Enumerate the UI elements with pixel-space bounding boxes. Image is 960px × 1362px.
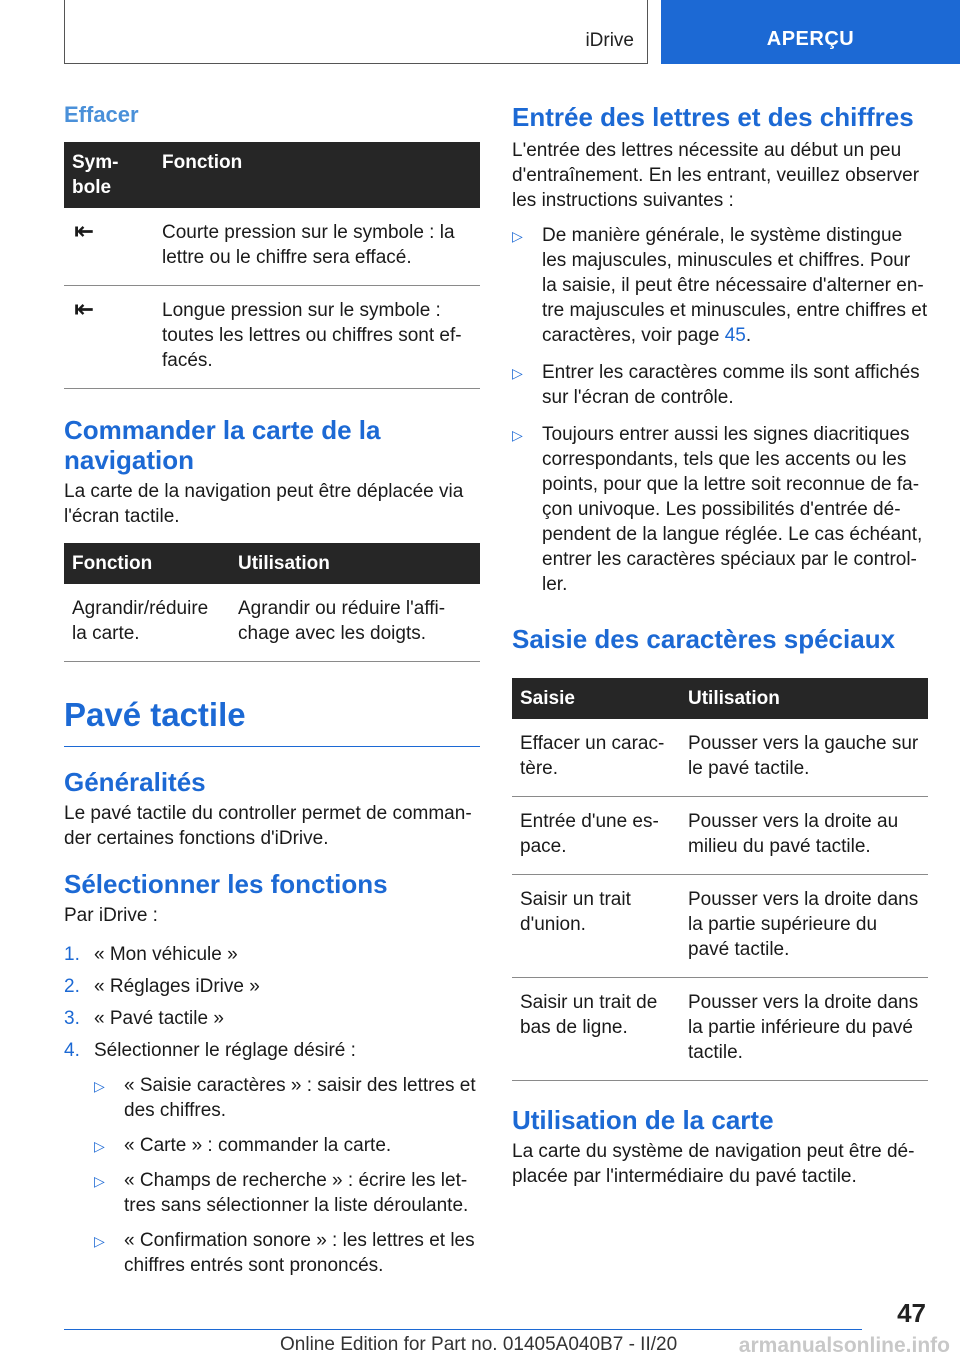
triangle-right-icon: ▷ <box>94 1173 105 1189</box>
footer-divider <box>64 1329 862 1330</box>
triangle-right-icon: ▷ <box>94 1078 105 1094</box>
step-text: « Réglages iDrive » <box>94 976 260 997</box>
entree-bullets <box>512 223 928 597</box>
table-header: Fonction <box>64 543 230 584</box>
bullet-text: . <box>745 325 752 346</box>
bullet-text: « Confirmation sonore » : les lettres et les chiffres entrés sont prononcés. <box>124 1230 475 1276</box>
table-row <box>64 584 480 662</box>
table-cell: Longue pression sur le symbole : toutes les lettres ou chiffres sont ef-facés. <box>154 286 480 389</box>
table-cell: Pousser vers la droite dans la partie inférieure du pavé tactile. <box>680 978 928 1081</box>
list-item <box>94 1168 480 1218</box>
util-text: La carte du système de navigation peut être dé-placée par l'intermédiaire du pavé tactile. <box>512 1141 915 1187</box>
triangle-right-icon: ▷ <box>512 427 523 443</box>
table-header: Sym- bole <box>64 142 154 208</box>
nav-table <box>64 543 480 662</box>
step-number: 3. <box>64 1008 80 1029</box>
table-row <box>512 797 928 875</box>
table-cell: Agrandir/réduire la carte. <box>64 584 230 662</box>
select-heading: Sélectionner les fonctions <box>64 869 388 899</box>
step-number: 1. <box>64 944 80 965</box>
bullet-text: « Saisie caractères » : saisir des lettres et des chiffres. <box>124 1075 476 1121</box>
table-cell: Agrandir ou réduire l'affi-chage avec les doigts. <box>230 584 480 662</box>
list-item <box>64 1038 480 1278</box>
nav-text: La carte de la navigation peut être déplacée via l'écran tactile. <box>64 481 464 527</box>
step-number: 2. <box>64 976 80 997</box>
header-frame <box>64 0 648 64</box>
table-cell: Saisir un trait de bas de ligne. <box>512 978 680 1081</box>
table-cell: Courte pression sur le symbole : la lettre ou le chiffre sera effacé. <box>154 208 480 286</box>
list-item <box>94 1073 480 1123</box>
table-header: Fonction <box>154 142 480 208</box>
select-text: Par iDrive : <box>64 905 158 926</box>
table-cell: Effacer un carac-tère. <box>512 719 680 797</box>
table-cell: Pousser vers la gauche sur le pavé tactile. <box>680 719 928 797</box>
table-cell: Pousser vers la droite au milieu du pavé tactile. <box>680 797 928 875</box>
generalites-text: Le pavé tactile du controller permet de comman-der certaines fonctions d'iDrive. <box>64 803 472 849</box>
list-item <box>64 942 480 967</box>
step-text: « Mon véhicule » <box>94 944 238 965</box>
list-item <box>64 974 480 999</box>
table-header: Utilisation <box>230 543 480 584</box>
nav-heading: Commander la carte de la navigation <box>64 415 381 475</box>
entree-heading: Entrée des lettres et des chiffres <box>512 102 914 132</box>
table-row <box>64 208 480 286</box>
step-text: Sélectionner le réglage désiré : <box>94 1040 356 1061</box>
table-row <box>512 719 928 797</box>
bullet-text: « Carte » : commander la carte. <box>124 1135 392 1156</box>
bullet-text: Entrer les caractères comme ils sont affichés sur l'écran de contrôle. <box>542 362 920 408</box>
sub-list <box>94 1073 480 1278</box>
effacer-heading: Effacer <box>64 102 139 127</box>
page-number: 47 <box>897 1298 926 1328</box>
list-item <box>64 1006 480 1031</box>
footer-edition: Online Edition for Part no. 01405A040B7 - II/20 <box>280 1334 678 1355</box>
pave-heading: Pavé tactile <box>64 696 480 747</box>
triangle-right-icon: ▷ <box>94 1233 105 1249</box>
backspace-icon: ⇤ <box>74 218 95 245</box>
right-column <box>512 96 928 1189</box>
page-link[interactable]: 45 <box>724 325 746 346</box>
left-column <box>64 96 480 1288</box>
table-cell: Saisir un trait d'union. <box>512 875 680 978</box>
table-row <box>512 978 928 1081</box>
bullet-text: Toujours entrer aussi les signes diacritiques correspondants, tels que les accents ou les points, pour que la lettre soit reconnue de fa-çon univoque. Les possibilités d'entrée dé-pendent de la langue réglée. Le cas échéant, entrer les caractères spéciaux par le control-ler. <box>542 424 923 595</box>
saisie-heading: Saisie des caractères spéciaux <box>512 624 896 654</box>
triangle-right-icon: ▷ <box>94 1138 105 1154</box>
list-item <box>94 1133 480 1158</box>
backspace-icon: ⇤ <box>74 296 95 323</box>
bullet-text: De manière générale, le système distingue les majuscules, minuscules et chiffres. Pour la saisie, il peut être nécessaire d'alterner en-tre majuscules et minuscules, entre chiffres et caractères, voir page <box>542 225 928 346</box>
triangle-right-icon: ▷ <box>512 365 523 381</box>
list-item <box>512 422 928 597</box>
step-number: 4. <box>64 1040 80 1061</box>
header-tab[interactable]: APERÇU <box>661 0 960 64</box>
table-header: Utilisation <box>680 678 928 719</box>
bullet-text: « Champs de recherche » : écrire les let-tres sans sélectionner la liste déroulante. <box>124 1170 469 1216</box>
table-row <box>64 286 480 389</box>
step-text: « Pavé tactile » <box>94 1008 224 1029</box>
header-section-title: iDrive <box>585 30 634 51</box>
table-cell: Pousser vers la droite dans la partie supérieure du pavé tactile. <box>680 875 928 978</box>
triangle-right-icon: ▷ <box>512 228 523 244</box>
watermark: armanualsonline.info <box>738 1334 950 1357</box>
table-header: Saisie <box>512 678 680 719</box>
generalites-heading: Généralités <box>64 767 206 797</box>
effacer-table <box>64 142 480 389</box>
table-row <box>512 875 928 978</box>
list-item <box>512 223 928 348</box>
list-item <box>512 360 928 410</box>
saisie-table <box>512 678 928 1081</box>
steps-list <box>64 942 480 1278</box>
table-cell: Entrée d'une es-pace. <box>512 797 680 875</box>
entree-text: L'entrée des lettres nécessite au début un peu d'entraînement. En les entrant, veuillez observer les instructions suivantes : <box>512 140 920 211</box>
util-heading: Utilisation de la carte <box>512 1105 774 1135</box>
list-item <box>94 1228 480 1278</box>
